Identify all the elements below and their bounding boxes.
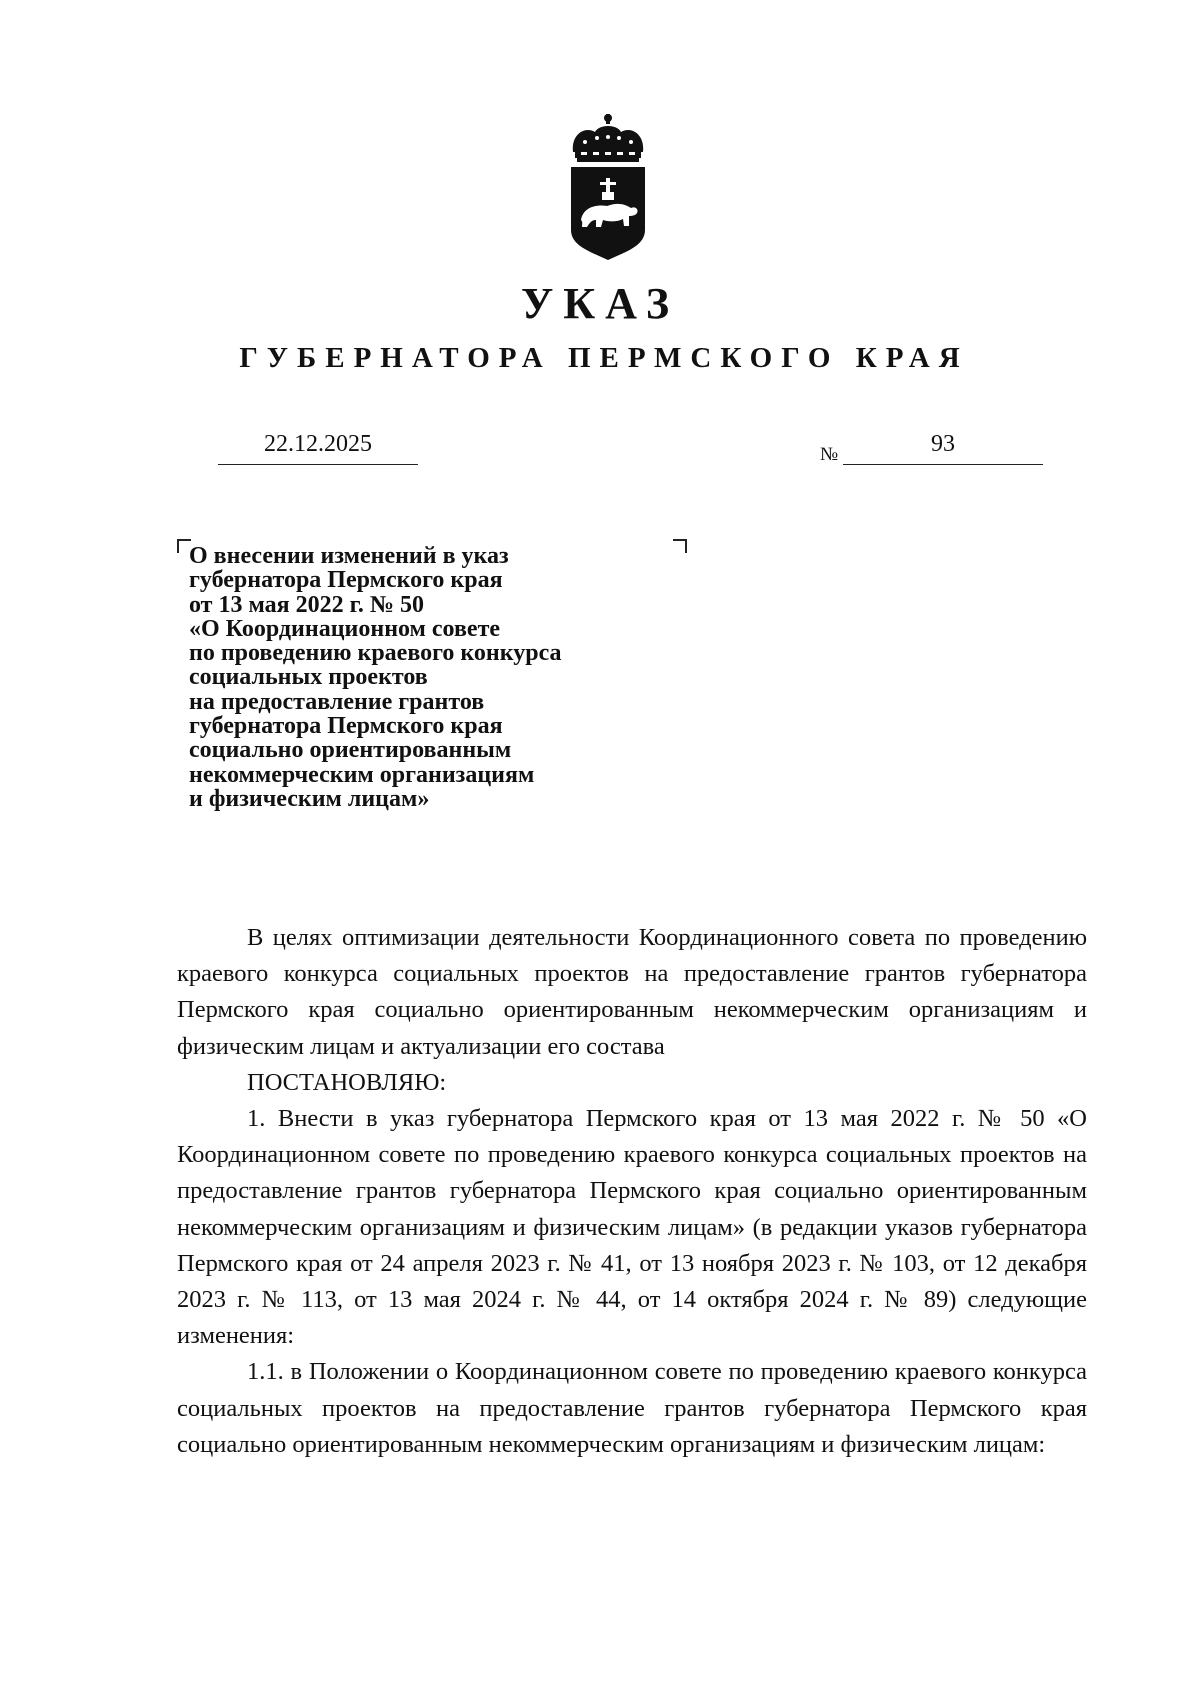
heading-line: губернатора Пермского края bbox=[189, 567, 503, 594]
item-1-paragraph: 1. Внести в указ губернатора Пермского края от 13 мая 2022 г. № 50 «О Координационном совете по проведению краевого конкурса социальных проектов на предоставление грантов губернатора Пермского края социально ориентированным некоммерческим организациям и физическим лицам» (в редакции указов губернатора Пермского края от 24 апреля 2023 г. № 41, от 13 ноября 2023 г. № 103, от 12 декабря 2023 г. № 113, от 13 мая 2024 г. № 44, от 14 октября 2024 г. № 89) следующие изменения: bbox=[177, 1105, 1087, 1350]
decree-heading bbox=[189, 544, 669, 811]
heading-line: на предоставление грантов bbox=[189, 688, 485, 715]
heading-line: и физическим лицам» bbox=[189, 785, 430, 812]
decree-word: ПОСТАНОВЛЯЮ: bbox=[247, 1068, 447, 1096]
heading-line: некоммерческим организациям bbox=[189, 761, 535, 788]
heading-line: социально ориентированным bbox=[189, 737, 512, 764]
item-1-1-paragraph: 1.1. в Положении о Координационном совете по проведению краевого конкурса социальных проектов на предоставление грантов губернатора Пермского края социально ориентированным некоммерческим организациям и физическим лицам: bbox=[177, 1358, 1087, 1458]
document-number: 93 bbox=[843, 426, 1043, 465]
document-title: УКАЗ bbox=[520, 279, 680, 328]
document-subtitle: ГУБЕРНАТОРА ПЕРМСКОГО КРАЯ bbox=[239, 342, 969, 374]
preamble-paragraph: В целях оптимизации деятельности Координационного совета по проведению краевого конкурса социальных проектов на предоставление грантов губернатора Пермского края социально ориентированным некоммерческим организациям и физическим лицам и актуализации его состава bbox=[177, 924, 1087, 1060]
number-sign: № bbox=[820, 444, 839, 465]
heading-line: «О Координационном совете bbox=[189, 615, 501, 642]
heading-line: О внесении изменений в указ bbox=[189, 543, 509, 569]
heading-line: губернатора Пермского края bbox=[189, 713, 503, 740]
decree-body bbox=[177, 920, 1087, 1463]
heading-line: по проведению краевого конкурса bbox=[189, 640, 562, 667]
heading-line: от 13 мая 2022 г. № 50 bbox=[189, 591, 424, 618]
heading-corner-mark-right bbox=[673, 539, 687, 553]
perm-krai-coat-of-arms-icon bbox=[563, 112, 653, 262]
heading-line: социальных проектов bbox=[189, 664, 428, 691]
document-date: 22.12.2025 bbox=[218, 426, 418, 465]
